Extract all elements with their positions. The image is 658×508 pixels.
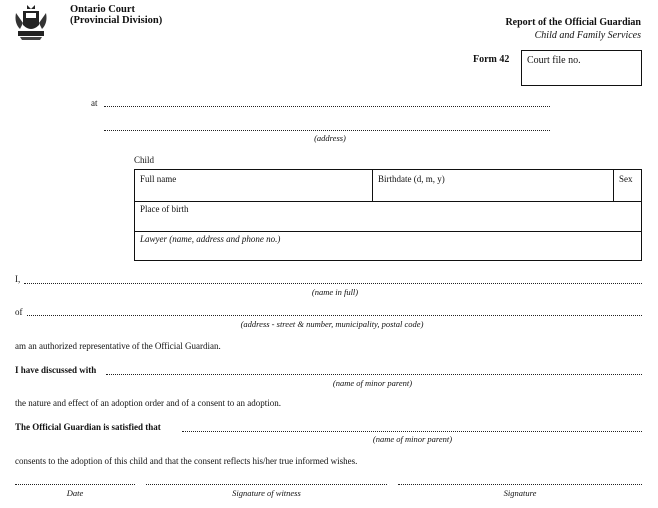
- signature-label: Signature: [503, 488, 537, 498]
- court-file-number-field[interactable]: [521, 50, 642, 86]
- report-title: Report of the Official Guardian: [505, 17, 641, 28]
- court-division: (Provincial Division): [70, 15, 163, 26]
- lawyer-field[interactable]: [135, 231, 641, 260]
- date-field[interactable]: [15, 484, 135, 485]
- address-hint: (address): [314, 133, 346, 143]
- ontario-crest-logo: [14, 3, 48, 41]
- address-field[interactable]: [104, 130, 550, 131]
- form-number: Form 42: [473, 54, 510, 65]
- report-subtitle: Child and Family Services: [534, 30, 641, 41]
- discussed-label: I have discussed with: [15, 365, 97, 375]
- representative-address-field[interactable]: [27, 315, 642, 316]
- place-of-birth-field[interactable]: [135, 201, 641, 230]
- at-field[interactable]: [104, 106, 550, 107]
- court-name: Ontario Court: [70, 4, 136, 15]
- full-name-label: Full name: [140, 174, 177, 184]
- birthdate-label: Birthdate (d, m, y): [378, 174, 445, 184]
- birthdate-field[interactable]: [373, 170, 613, 200]
- child-section-label: Child: [134, 155, 155, 165]
- court-file-label: Court file no.: [527, 55, 581, 66]
- name-in-full-hint: (name in full): [311, 287, 359, 297]
- witness-signature-field[interactable]: [146, 484, 387, 485]
- full-name-field[interactable]: [135, 170, 372, 200]
- representative-text: am an authorized representative of the Official Guardian.: [15, 341, 221, 351]
- at-label: at: [91, 98, 98, 108]
- lawyer-label: Lawyer (name, address and phone no.): [140, 234, 281, 244]
- representative-address-hint: (address - street & number, municipality, postal code): [240, 319, 424, 329]
- consents-text: consents to the adoption of this child and that the consent reflects his/her true informed wishes.: [15, 456, 358, 466]
- date-label: Date: [66, 488, 84, 498]
- nature-text: the nature and effect of an adoption order and of a consent to an adoption.: [15, 398, 281, 408]
- witness-signature-label: Signature of witness: [232, 488, 301, 498]
- of-label: of: [15, 307, 23, 317]
- i-label: I,: [15, 274, 21, 284]
- place-of-birth-label: Place of birth: [140, 204, 189, 214]
- sex-label: Sex: [619, 174, 633, 184]
- signature-field[interactable]: [398, 484, 642, 485]
- sex-field[interactable]: [614, 170, 641, 200]
- minor-parent-name-field-2[interactable]: [182, 431, 642, 432]
- minor-parent-hint-2: (name of minor parent): [372, 434, 453, 444]
- satisfied-label: The Official Guardian is satisfied that: [15, 422, 161, 432]
- name-in-full-field[interactable]: [24, 283, 642, 284]
- minor-parent-name-field-1[interactable]: [106, 374, 642, 375]
- minor-parent-hint-1: (name of minor parent): [332, 378, 413, 388]
